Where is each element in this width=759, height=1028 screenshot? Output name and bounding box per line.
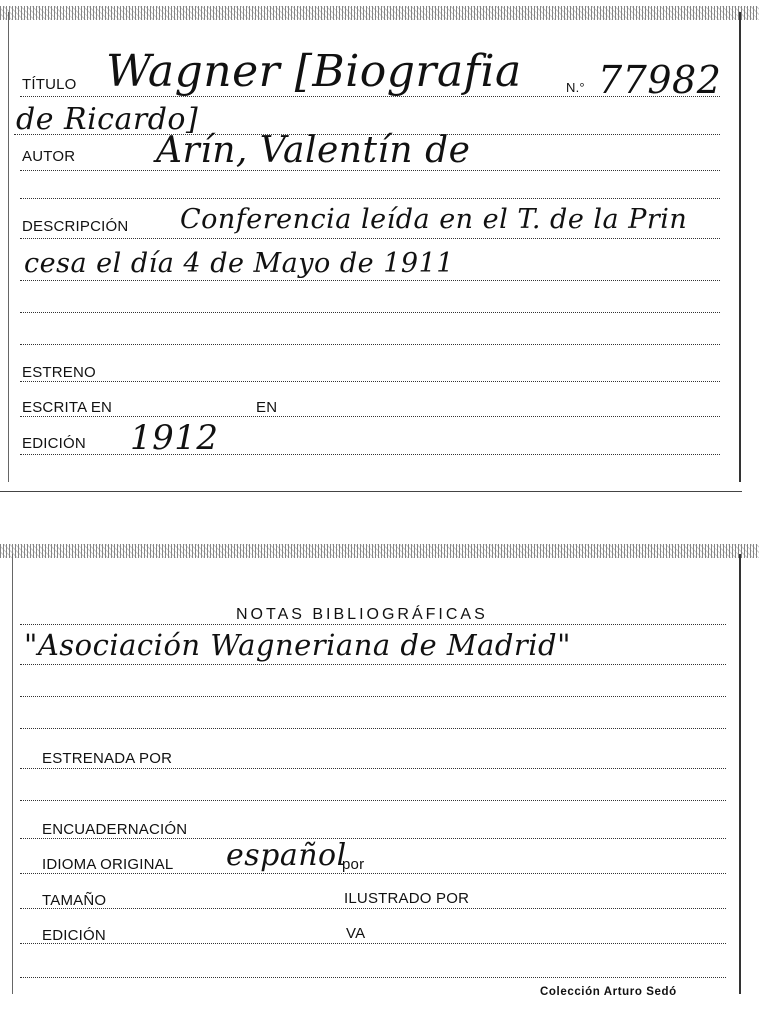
descripcion-line-1: Conferencia leída en el T. de la Prin (180, 204, 688, 235)
estrenada-por-label: ESTRENADA POR (42, 750, 173, 767)
numero-label: N.° (566, 80, 585, 95)
notas-line-2 (20, 696, 726, 697)
descripcion-line-rule-2 (20, 280, 720, 281)
notas-line-1 (20, 664, 726, 665)
titulo-value: Wagner [Biografia (106, 46, 522, 97)
encuadernacion-line (20, 838, 726, 839)
blank-back-line (20, 800, 726, 801)
card-left-edge (8, 12, 9, 482)
va-label: VA (346, 925, 366, 942)
edicion-back-label: EDICIÓN (42, 927, 106, 944)
titulo-continuation: de Ricardo] (16, 102, 199, 137)
descripcion-label: DESCRIPCIÓN (22, 218, 129, 235)
card-right-edge (739, 12, 741, 482)
notas-value: "Asociación Wagneriana de Madrid" (24, 628, 571, 662)
por-label: por (342, 856, 365, 873)
edicion-value: 1912 (130, 418, 219, 458)
encuadernacion-label: ENCUADERNACIÓN (42, 821, 188, 838)
en-label: EN (256, 399, 278, 416)
autor-line (20, 170, 720, 171)
final-line (20, 977, 726, 978)
titulo-label: TÍTULO (22, 76, 77, 93)
blank-line-3 (20, 344, 720, 345)
estreno-label: ESTRENO (22, 364, 96, 381)
ilustrado-label: ILUSTRADO POR (344, 890, 470, 907)
estrenada-line (20, 768, 726, 769)
idioma-line (20, 873, 726, 874)
escrita-en-line (20, 416, 720, 417)
idioma-label: IDIOMA ORIGINAL (42, 856, 174, 873)
numero-value: 77982 (598, 58, 722, 102)
autor-label: AUTOR (22, 148, 76, 165)
notas-heading: NOTAS BIBLIOGRÁFICAS (236, 606, 488, 623)
edicion-line (20, 454, 720, 455)
descripcion-line-rule-1 (20, 238, 720, 239)
notas-line-3 (20, 728, 726, 729)
edicion-back-line (20, 943, 726, 944)
descripcion-line-2: cesa el día 4 de Mayo de 1911 (24, 248, 454, 279)
back-card-right-edge (739, 554, 741, 994)
autor-value: Arín, Valentín de (156, 130, 471, 171)
idioma-value: español (226, 838, 347, 873)
titulo-line (20, 96, 720, 97)
estreno-line (20, 381, 720, 382)
tamano-line (20, 908, 726, 909)
escrita-en-label: ESCRITA EN (22, 399, 113, 416)
back-card (0, 540, 759, 1028)
notas-heading-line (20, 624, 726, 625)
edicion-label: EDICIÓN (22, 435, 86, 452)
blank-line-2 (20, 312, 720, 313)
scan-noise-top (0, 6, 759, 20)
card-separator (0, 491, 742, 492)
blank-line-1 (20, 198, 720, 199)
front-card (0, 0, 759, 492)
collection-credit: Colección Arturo Sedó (540, 986, 677, 998)
scan-noise-back (0, 544, 759, 558)
tamano-label: TAMAÑO (42, 892, 107, 909)
back-card-left-edge (12, 554, 13, 994)
